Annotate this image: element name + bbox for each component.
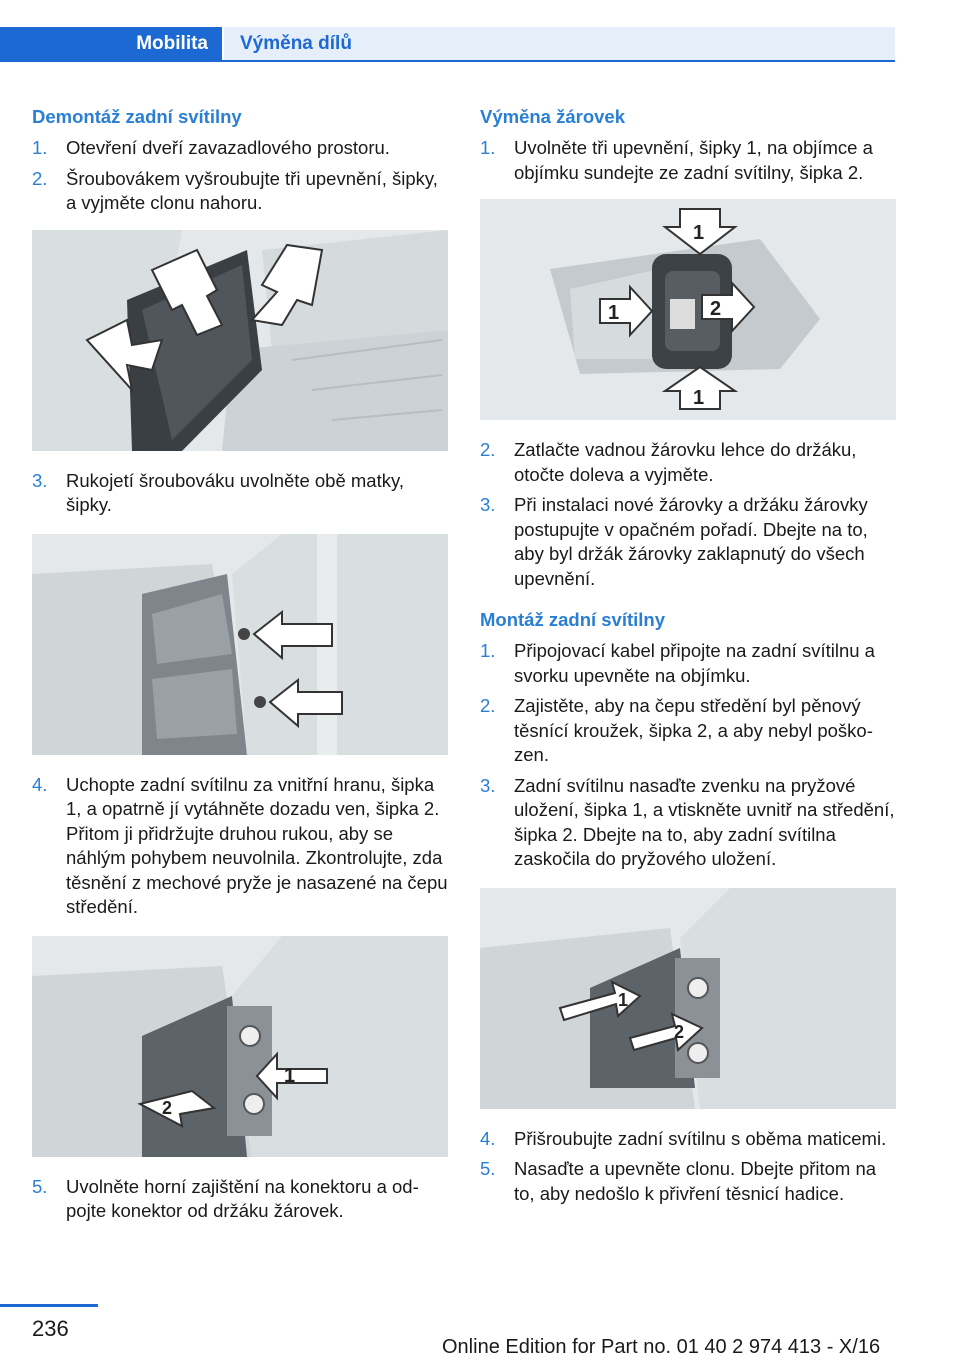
list-item <box>32 136 448 161</box>
list-item <box>480 774 896 872</box>
steps-montaz-a <box>480 639 896 872</box>
step-text: Uvolněte tři upevnění, šipky 1, na objímce a objímku sundejte ze zadní svítilny, šipka 2. <box>514 137 873 183</box>
tab-vymena-dilu[interactable] <box>224 27 895 60</box>
step-text: Zajistěte, aby na čepu středění byl pěnový těsnící kroužek, šipka 2, a aby nebyl poškozen. <box>514 695 873 765</box>
step-number: 4. <box>32 773 48 795</box>
step-text: Nasaďte a upevněte clonu. Dbejte přitom na to, aby nedošlo k přivření těsnicí hadice. <box>514 1158 877 1204</box>
step-number: 1. <box>32 137 48 158</box>
heading-vymena-zarovek: Výměna žárovek <box>480 106 626 127</box>
bulb-holder-illustration <box>480 199 896 420</box>
step-number: 3. <box>480 494 496 515</box>
steps-demontaz-b <box>32 469 448 518</box>
list-item <box>480 694 896 768</box>
header-bar <box>0 0 895 62</box>
step-number: 3. <box>32 469 48 491</box>
step-text: Zadní svítilnu nasaďte zvenku na pryžové uložení, šipka 1, a vtiskněte uvnitř na středění, šipka 2. Dbejte na to, aby zadní svítilna zaskočila do pryžového uložení. <box>514 774 895 869</box>
tab-mobilita[interactable] <box>0 27 222 60</box>
list-item <box>32 167 448 216</box>
edition-info: Online Edition for Part no. 01 40 2 974 413 - X/16 <box>442 1336 881 1358</box>
list-item <box>32 773 448 920</box>
step-text: Otevření dveří zavazadlového prostoru. <box>66 137 390 158</box>
lamp-removal-illustration <box>32 936 448 1157</box>
heading-demontaz: Demontáž zadní svítilny <box>32 106 242 127</box>
tab-vymena-dilu-label: Výměna dílů <box>240 32 352 54</box>
list-item <box>480 1157 896 1206</box>
figure-bulb-holder <box>480 199 896 420</box>
steps-demontaz-d <box>32 1175 448 1224</box>
figure-lamp-mounting <box>480 888 896 1109</box>
list-item <box>480 438 896 487</box>
steps-montaz-b <box>480 1127 896 1207</box>
step-number: 2. <box>480 695 496 716</box>
list-item <box>480 639 896 688</box>
spacer <box>480 597 896 607</box>
steps-demontaz-a <box>32 136 448 216</box>
list-item <box>32 469 448 518</box>
header-divider <box>0 60 895 62</box>
footer-divider <box>0 1304 98 1307</box>
step-number: 3. <box>480 774 496 796</box>
arrow-label-1: 1 <box>618 989 629 1010</box>
step-number: 2. <box>480 439 496 460</box>
step-text: Zatlačte vadnou žárovku lehce do držáku, otočte doleva a vyjměte. <box>514 439 857 485</box>
arrow-label-left: 1 <box>608 302 620 324</box>
figure-trunk-cover <box>32 230 448 451</box>
step-number: 1. <box>480 640 496 661</box>
heading-montaz: Montáž zadní svítilny <box>480 609 666 630</box>
list-item <box>480 1127 896 1152</box>
step-number: 4. <box>480 1127 496 1149</box>
steps-demontaz-c <box>32 773 448 920</box>
page-number: 236 <box>32 1316 69 1341</box>
step-text: Uvolněte horní zajištění na konektoru a odpojte konektor od držáku žárovek. <box>66 1175 419 1221</box>
list-item <box>480 136 896 185</box>
arrow-label-top: 1 <box>693 222 705 244</box>
right-column <box>480 104 896 1212</box>
step-text: Při instalaci nové žárovky a držáku žárovky postupujte v opačném pořadí. Dbejte na to, aby byl držák žárovky zaklapnutý do všech upevnění. <box>514 494 868 589</box>
trunk-cover-illustration <box>32 230 448 451</box>
step-text: Šroubovákem vyšroubujte tři upevnění, šipky, a vyjměte clonu nahoru. <box>66 167 438 213</box>
left-column <box>32 104 448 1230</box>
tab-mobilita-label: Mobilita <box>136 32 208 54</box>
step-number: 5. <box>32 1175 48 1197</box>
step-text: Uchopte zadní svítilnu za vnitřní hranu, šipka 1, a opatrně jí vytáhněte dozadu ven, šipka 2. Přitom ji přidržujte druhou rukou, aby se náhlým pohybem neuvolnila. Zkontrolujte, zda těsnění z mechové pryže je nasazené na čepu středění. <box>66 773 448 917</box>
arrow-label-1: 1 <box>284 1064 296 1087</box>
arrow-label-bottom: 1 <box>693 387 705 409</box>
figure-nuts <box>32 534 448 755</box>
list-item <box>480 493 896 591</box>
step-text: Rukojetí šroubováku uvolněte obě matky, šipky. <box>66 469 404 515</box>
step-number: 5. <box>480 1158 496 1179</box>
step-text: Připojovací kabel připojte na zadní svítilnu a svorku upevněte na objímku. <box>514 640 875 686</box>
figure-lamp-removal <box>32 936 448 1157</box>
list-item <box>32 1175 448 1224</box>
steps-vymena-a <box>480 136 896 185</box>
step-number: 1. <box>480 137 496 158</box>
arrow-label-2: 2 <box>162 1097 173 1118</box>
step-number: 2. <box>32 167 48 189</box>
arrow-label-right: 2 <box>710 298 722 320</box>
step-text: Přišroubujte zadní svítilnu s oběma maticemi. <box>514 1127 887 1149</box>
arrow-label-2: 2 <box>674 1021 685 1042</box>
lamp-mounting-illustration <box>480 888 896 1109</box>
steps-vymena-b <box>480 438 896 591</box>
nuts-illustration <box>32 534 448 755</box>
